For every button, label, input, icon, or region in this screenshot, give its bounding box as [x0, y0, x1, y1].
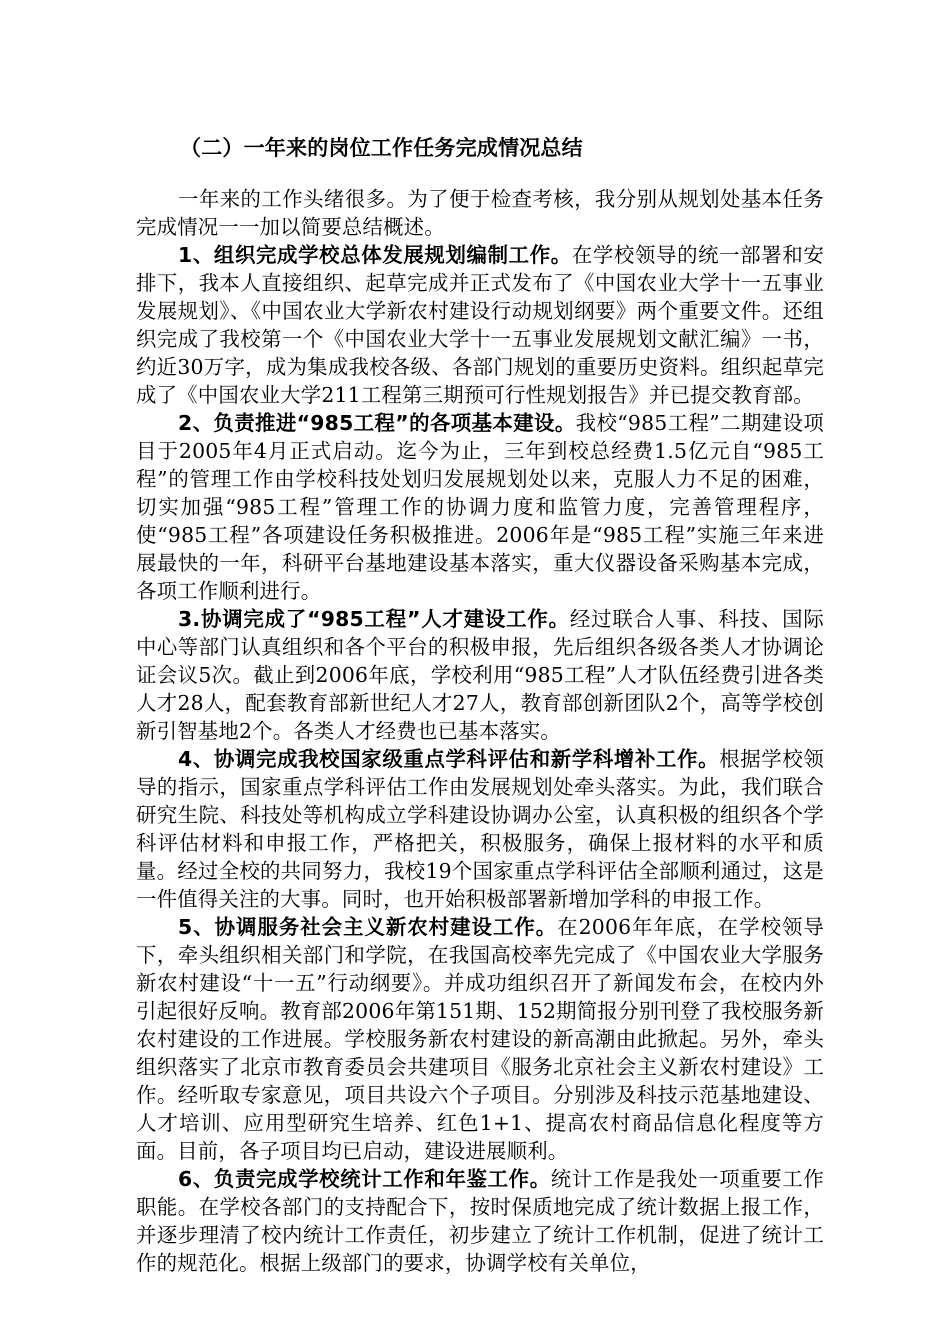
item-body-6: 统计工作是我处一项重要工作职能。在学校各部门的支持配合下，按时保质地完成了统计数据上报工作，并逐步理清了校内统计工作责任，初步建立了统计工作机制，促进了统计工作的规范化。根据上级部门的要求，协调学校有关单位，	[136, 1167, 824, 1275]
item-body-5: 在2006年年底，在学校领导下，牵头组织相关部门和学院，在我国高校率先完成了《中国农业大学服务新农村建设“十一五”行动纲要》。并成功组织召开了新闻发布会，在校内外引起很好反响。教育部2006年第151期、152期简报分别刊登了我校服务新农村建设的工作进展。学校服务新农村建设的新高潮由此掀起。另外，牵头组织落实了北京市教育委员会共建项目《服务北京社会主义新农村建设》工作。经听取专家意见，项目共设六个子项目。分别涉及科技示范基地建设、人才培训、应用型研究生培养、红色1+1、提高农村商品信息化程度等方面。目前，各子项目均已启动，建设进展顺利。	[136, 915, 824, 1163]
item-heading-4: 4、协调完成我校国家级重点学科评估和新学科增补工作。	[178, 747, 720, 771]
item-paragraph-1	[136, 241, 824, 409]
item-paragraph-3	[136, 605, 824, 745]
item-heading-2: 2、负责推进“985工程”的各项基本建设。	[178, 411, 576, 435]
item-body-2: 我校“985工程”二期建设项目于2005年4月正式启动。迄今为止，三年到校总经费1.5亿元自“985工程”的管理工作由学校科技处划归发展规划处以来，克服人力不足的困难，切实加强“985工程”管理工作的协调力度和监管力度，完善管理程序，使“985工程”各项建设任务积极推进。2006年是“985工程”实施三年来进展最快的一年，科研平台基地建设基本落实，重大仪器设备采购基本完成，各项工作顺利进行。	[136, 411, 824, 603]
item-paragraph-4	[136, 745, 824, 913]
item-heading-1: 1、组织完成学校总体发展规划编制工作。	[178, 243, 572, 267]
intro-paragraph: 一年来的工作头绪很多。为了便于检查考核，我分别从规划处基本任务完成情况一一加以简要总结概述。	[136, 187, 824, 239]
item-paragraph-5	[136, 913, 824, 1165]
section-title: （二）一年来的岗位工作任务完成情况总结	[180, 136, 583, 160]
item-paragraph-2	[136, 409, 824, 605]
item-body-3: 经过联合人事、科技、国际中心等部门认真组织和各个平台的积极申报，先后组织各级各类人才协调论证会议5次。截止到2006年底，学校利用“985工程”人才队伍经费引进各类人才28人，配套教育部新世纪人才27人，教育部创新团队2个，高等学校创新引智基地2个。各类人才经费也已基本落实。	[136, 607, 824, 743]
item-paragraph-6	[136, 1165, 824, 1277]
item-body-1: 在学校领导的统一部署和安排下，我本人直接组织、起草完成并正式发布了《中国农业大学十一五事业发展规划》、《中国农业大学新农村建设行动规划纲要》两个重要文件。还组织完成了我校第一个《中国农业大学十一五事业发展规划文献汇编》一书，约近30万字，成为集成我校各级、各部门规划的重要历史资料。组织起草完成了《中国农业大学211工程第三期预可行性规划报告》并已提交教育部。	[136, 243, 824, 407]
item-heading-6: 6、负责完成学校统计工作和年鉴工作。	[178, 1167, 551, 1191]
item-heading-5: 5、协调服务社会主义新农村建设工作。	[178, 915, 558, 939]
item-body-4: 根据学校领导的指示，国家重点学科评估工作由发展规划处牵头落实。为此，我们联合研究生院、科技处等机构成立学科建设协调办公室，认真积极的组织各个学科评估材料和申报工作，严格把关，积极服务，确保上报材料的水平和质量。经过全校的共同努力，我校19个国家重点学科评估全部顺利通过，这是一件值得关注的大事。同时，也开始积极部署新增加学科的申报工作。	[136, 747, 825, 911]
item-heading-3: 3.协调完成了“985工程”人才建设工作。	[178, 607, 570, 631]
document-page	[136, 134, 824, 1277]
